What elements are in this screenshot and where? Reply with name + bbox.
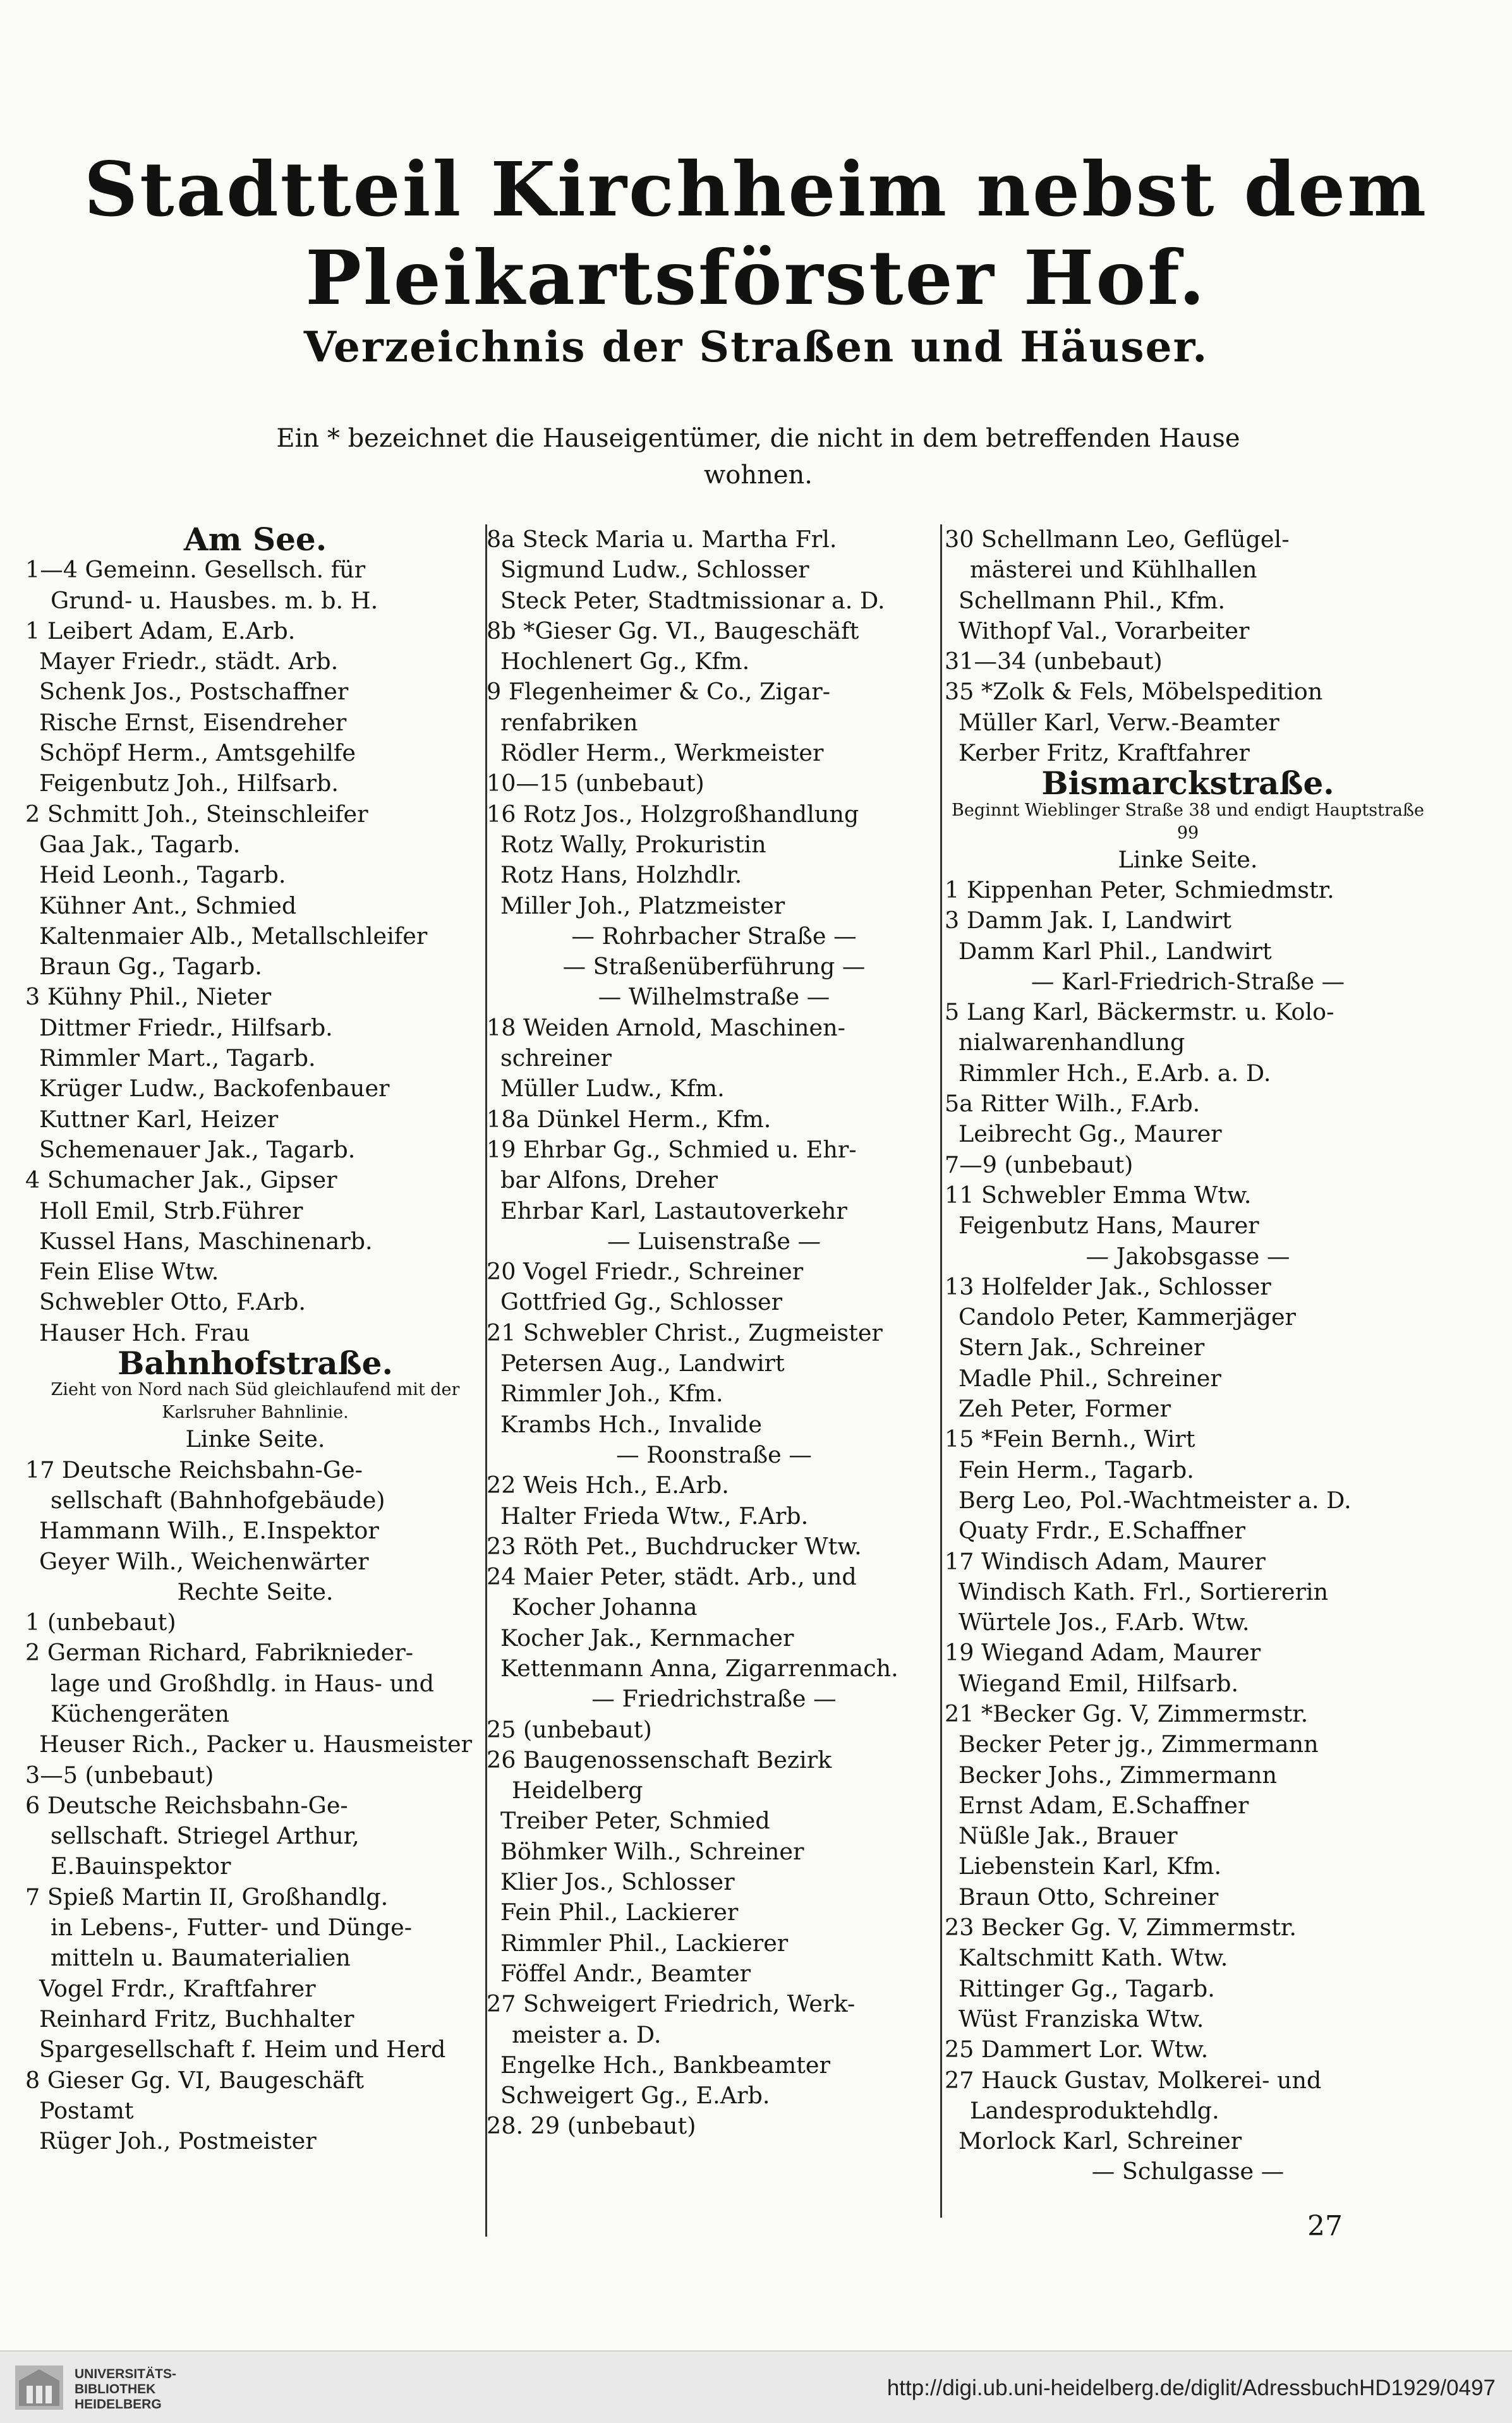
- directory-entry: Rotz Wally, Prokuristin: [500, 830, 766, 858]
- directory-entry: 17 Windisch Adam, Maurer: [945, 1547, 1266, 1575]
- directory-entry: 1 (unbebaut): [25, 1609, 176, 1636]
- directory-entry: Feigenbutz Joh., Hilfsarb.: [39, 770, 339, 797]
- directory-entry: 10—15 (unbebaut): [487, 770, 705, 797]
- directory-entry: 5a Ritter Wilh., F.Arb.: [945, 1090, 1201, 1118]
- directory-entry: 7 Spieß Martin II, Großhandlg.: [25, 1883, 389, 1911]
- directory-entry: Kühner Ant., Schmied: [39, 891, 297, 919]
- directory-entry: 17 Deutsche Reichsbahn-Ge-: [25, 1456, 363, 1483]
- university-seal-icon: [14, 2364, 64, 2411]
- directory-entry: Geyer Wilh., Weichenwärter: [39, 1547, 369, 1575]
- directory-entry: Windisch Kath. Frl., Sortiererin: [959, 1578, 1329, 1605]
- street-description: Beginnt Wieblinger Straße 38 und endigt Hauptstraße 99: [952, 800, 1424, 843]
- directory-entry: Hauser Hch. Frau: [39, 1319, 250, 1346]
- directory-entry: Fein Phil., Lackierer: [500, 1899, 739, 1926]
- directory-entry: Klier Jos., Schlosser: [500, 1868, 735, 1896]
- directory-entry: Treiber Peter, Schmied: [500, 1807, 770, 1835]
- directory-entry: Morlock Karl, Schreiner: [959, 2127, 1242, 2155]
- directory-entry: sellschaft. Striegel Arthur,: [51, 1822, 360, 1850]
- page-title-line1: Stadtteil Kirchheim nebst dem: [83, 145, 1429, 233]
- directory-entry: Miller Joh., Platzmeister: [500, 891, 785, 919]
- directory-entry: Müller Ludw., Kfm.: [500, 1075, 725, 1103]
- directory-entry: Gottfried Gg., Schlosser: [500, 1288, 783, 1316]
- directory-entry: nialwarenhandlung: [959, 1029, 1185, 1056]
- section-marker: Linke Seite.: [1118, 845, 1258, 873]
- directory-entry: 16 Rotz Jos., Holzgroßhandlung: [487, 800, 859, 828]
- directory-entry: Müller Karl, Verw.-Beamter: [959, 708, 1279, 736]
- directory-entry: Vogel Frdr., Kraftfahrer: [39, 1974, 316, 2002]
- directory-entry: 5 Lang Karl, Bäckermstr. u. Kolo-: [945, 998, 1334, 1026]
- directory-entry: Heid Leonh., Tagarb.: [39, 861, 286, 889]
- owner-note: Ein * bezeichnet die Hauseigentümer, die nicht in dem betreffenden Hause wohnen.: [276, 424, 1240, 490]
- directory-entry: 25 (unbebaut): [487, 1715, 652, 1743]
- section-marker: — Luisenstraße —: [607, 1227, 821, 1255]
- directory-entry: Rische Ernst, Eisendreher: [39, 708, 347, 736]
- directory-entry: mästerei und Kühlhallen: [970, 556, 1257, 584]
- directory-entry: meister a. D.: [512, 2021, 662, 2048]
- directory-entry: Heidelberg: [512, 1777, 643, 1804]
- directory-entry: Becker Peter jg., Zimmermann: [959, 1731, 1319, 1758]
- permalink-url[interactable]: http://digi.ub.uni-heidelberg.de/diglit/AdressbuchHD1929/0497: [886, 2376, 1496, 2400]
- directory-entry: Wiegand Emil, Hilfsarb.: [959, 1669, 1239, 1697]
- column-middle: [487, 524, 941, 2256]
- directory-entry: Rotz Hans, Holzhdlr.: [500, 861, 742, 889]
- directory-entry: Braun Gg., Tagarb.: [39, 953, 262, 981]
- directory-entry: 31—34 (unbebaut): [945, 648, 1163, 675]
- directory-entry: 19 Ehrbar Gg., Schmied u. Ehr-: [487, 1135, 857, 1163]
- directory-entry: renfabriken: [500, 708, 638, 736]
- directory-entry: Rimmler Joh., Kfm.: [500, 1380, 723, 1408]
- directory-entry: Zeh Peter, Former: [959, 1395, 1171, 1423]
- directory-entry: Stern Jak., Schreiner: [959, 1334, 1205, 1362]
- section-marker: — Wilhelmstraße —: [598, 983, 830, 1011]
- directory-entry: sellschaft (Bahnhofgebäude): [51, 1486, 385, 1514]
- directory-entry: Holl Emil, Strb.Führer: [39, 1197, 303, 1224]
- library-line3: HEIDELBERG: [75, 2397, 162, 2412]
- directory-entry: Reinhard Fritz, Buchhalter: [39, 2005, 354, 2033]
- directory-entry: 28. 29 (unbebaut): [487, 2112, 696, 2140]
- directory-entry: 20 Vogel Friedr., Schreiner: [487, 1258, 804, 1286]
- column-left: [25, 524, 485, 2256]
- directory-entry: Föffel Andr., Beamter: [500, 1959, 751, 1987]
- directory-entry: Grund- u. Hausbes. m. b. H.: [51, 586, 378, 614]
- directory-entry: Kerber Fritz, Kraftfahrer: [959, 739, 1250, 767]
- directory-entry: E.Bauinspektor: [51, 1852, 231, 1880]
- directory-entry: Wüst Franziska Wtw.: [959, 2005, 1204, 2033]
- directory-entry: Kocher Jak., Kernmacher: [500, 1624, 794, 1652]
- directory-entry: Braun Otto, Schreiner: [959, 1883, 1219, 1911]
- directory-entry: 30 Schellmann Leo, Geflügel-: [945, 526, 1290, 553]
- directory-entry: 1 Leibert Adam, E.Arb.: [25, 617, 296, 644]
- directory-entry: Steck Peter, Stadtmissionar a. D.: [500, 586, 885, 614]
- directory-entry: 8a Steck Maria u. Martha Frl.: [487, 526, 837, 553]
- directory-entry: Dittmer Friedr., Hilfsarb.: [39, 1013, 333, 1041]
- street-description: Zieht von Nord nach Süd gleichlaufend mit der Karlsruher Bahnlinie.: [51, 1380, 460, 1423]
- directory-entry: 13 Holfelder Jak., Schlosser: [945, 1272, 1271, 1300]
- directory-entry: Sigmund Ludw., Schlosser: [500, 556, 809, 584]
- section-marker: — Friedrichstraße —: [591, 1685, 837, 1713]
- directory-entry: schreiner: [500, 1044, 612, 1072]
- page-title-line2: Pleikartsförster Hof.: [305, 234, 1207, 322]
- directory-entry: 8 Gieser Gg. VI, Baugeschäft: [25, 2066, 365, 2094]
- page-number: 27: [1307, 2210, 1343, 2242]
- directory-entry: Damm Karl Phil., Landwirt: [959, 937, 1272, 965]
- directory-entry: 11 Schwebler Emma Wtw.: [945, 1181, 1252, 1209]
- directory-entry: 24 Maier Peter, städt. Arb., und: [487, 1563, 857, 1591]
- directory-entry: Schellmann Phil., Kfm.: [959, 586, 1226, 614]
- street-heading: Am See.: [183, 524, 327, 555]
- directory-entry: Schwebler Otto, F.Arb.: [39, 1288, 306, 1316]
- column-divider-2: [940, 524, 942, 2218]
- directory-entry: Kettenmann Anna, Zigarrenmach.: [500, 1654, 898, 1682]
- directory-entry: Becker Johs., Zimmermann: [959, 1761, 1277, 1789]
- directory-entry: Kocher Johanna: [512, 1593, 698, 1621]
- library-line2: BIBLIOTHEK: [75, 2382, 156, 2396]
- directory-entry: Kaltschmitt Kath. Wtw.: [959, 1944, 1228, 1972]
- directory-entry: 19 Wiegand Adam, Maurer: [945, 1639, 1261, 1667]
- directory-entry: Rimmler Hch., E.Arb. a. D.: [959, 1059, 1271, 1087]
- directory-entry: Heuser Rich., Packer u. Hausmeister: [39, 1731, 472, 1758]
- library-name: [75, 2367, 176, 2412]
- directory-entry: Mayer Friedr., städt. Arb.: [39, 648, 339, 675]
- directory-entry: 27 Schweigert Friedrich, Werk-: [487, 1990, 856, 2018]
- directory-entry: 21 Schwebler Christ., Zugmeister: [487, 1319, 883, 1346]
- directory-entry: 4 Schumacher Jak., Gipser: [25, 1166, 337, 1194]
- directory-entry: Candolo Peter, Kammerjäger: [959, 1303, 1297, 1331]
- directory-entry: lage und Großhdlg. in Haus- und: [51, 1669, 434, 1697]
- directory-entry: Leibrecht Gg., Maurer: [959, 1120, 1222, 1148]
- directory-entry: Böhmker Wilh., Schreiner: [500, 1837, 804, 1865]
- directory-entry: Ernst Adam, E.Schaffner: [959, 1791, 1249, 1819]
- street-heading: Bahnhofstraße.: [118, 1348, 393, 1379]
- directory-entry: Fein Herm., Tagarb.: [959, 1456, 1194, 1483]
- directory-entry: 3—5 (unbebaut): [25, 1761, 214, 1789]
- directory-entry: 26 Baugenossenschaft Bezirk: [487, 1746, 832, 1773]
- directory-entry: 6 Deutsche Reichsbahn-Ge-: [25, 1791, 348, 1819]
- directory-entry: Rödler Herm., Werkmeister: [500, 739, 824, 767]
- directory-entry: 18 Weiden Arnold, Maschinen-: [487, 1013, 845, 1041]
- directory-entry: Schöpf Herm., Amtsgehilfe: [39, 739, 356, 767]
- directory-entry: bar Alfons, Dreher: [500, 1166, 718, 1194]
- section-marker: — Schulgasse —: [1091, 2158, 1285, 2185]
- directory-entry: 18a Dünkel Herm., Kfm.: [487, 1105, 771, 1133]
- directory-entry: 15 *Fein Bernh., Wirt: [945, 1425, 1195, 1453]
- directory-entry: Würtele Jos., F.Arb. Wtw.: [959, 1609, 1250, 1636]
- directory-entry: Ehrbar Karl, Lastautoverkehr: [500, 1197, 847, 1224]
- directory-entry: Rittinger Gg., Tagarb.: [959, 1974, 1215, 2002]
- directory-entry: 8b *Gieser Gg. VI., Baugeschäft: [487, 617, 859, 644]
- directory-entry: Berg Leo, Pol.-Wachtmeister a. D.: [959, 1486, 1352, 1514]
- page-subtitle: Verzeichnis der Straßen und Häuser.: [303, 322, 1209, 372]
- directory-entry: Rimmler Phil., Lackierer: [500, 1929, 789, 1957]
- directory-entry: Petersen Aug., Landwirt: [500, 1350, 785, 1377]
- directory-entry: Hammann Wilh., E.Inspektor: [39, 1517, 379, 1545]
- directory-entry: Feigenbutz Hans, Maurer: [959, 1212, 1259, 1240]
- directory-entry: Postamt: [39, 2096, 134, 2124]
- section-marker: — Jakobsgasse —: [1086, 1242, 1290, 1270]
- directory-entry: 2 German Richard, Fabriknieder-: [25, 1639, 414, 1667]
- section-marker: Linke Seite.: [185, 1425, 325, 1453]
- column-right: [945, 524, 1431, 2256]
- directory-entry: Fein Elise Wtw.: [39, 1258, 219, 1286]
- directory-entry: 35 *Zolk & Fels, Möbelspedition: [945, 678, 1323, 706]
- directory-entry: 25 Dammert Lor. Wtw.: [945, 2036, 1209, 2063]
- section-marker: — Roonstraße —: [616, 1441, 812, 1468]
- directory-entry: 3 Kühny Phil., Nieter: [25, 983, 272, 1011]
- library-line1: UNIVERSITÄTS-: [75, 2367, 177, 2381]
- section-marker: — Karl-Friedrich-Straße —: [1031, 967, 1345, 995]
- street-heading: Bismarckstraße.: [1041, 768, 1334, 799]
- directory-entry: Madle Phil., Schreiner: [959, 1364, 1221, 1392]
- directory-entry: Kaltenmaier Alb., Metallschleifer: [39, 922, 428, 950]
- directory-entry: Gaa Jak., Tagarb.: [39, 830, 241, 858]
- directory-entry: mitteln u. Baumaterialien: [51, 1944, 351, 1972]
- directory-entry: Spargesellschaft f. Heim und Herd: [39, 2036, 446, 2063]
- directory-entry: 9 Flegenheimer & Co., Zigar-: [487, 678, 831, 706]
- directory-entry: 1 Kippenhan Peter, Schmiedmstr.: [945, 876, 1334, 903]
- directory-entry: in Lebens-, Futter- und Dünge-: [51, 1914, 413, 1942]
- directory-entry: 23 Röth Pet., Buchdrucker Wtw.: [487, 1532, 862, 1560]
- section-marker: — Straßenüberführung —: [562, 953, 866, 981]
- directory-entry: 7—9 (unbebaut): [945, 1151, 1134, 1178]
- directory-entry: Schweigert Gg., E.Arb.: [500, 2082, 770, 2110]
- directory-entry: Engelke Hch., Bankbeamter: [500, 2051, 830, 2079]
- directory-entry: Rimmler Mart., Tagarb.: [39, 1044, 316, 1072]
- directory-entry: Kussel Hans, Maschinenarb.: [39, 1227, 373, 1255]
- directory-entry: Quaty Frdr., E.Schaffner: [959, 1517, 1245, 1545]
- directory-entry: Liebenstein Karl, Kfm.: [959, 1852, 1222, 1880]
- directory-entry: Küchengeräten: [51, 1700, 229, 1727]
- section-marker: Rechte Seite.: [177, 1578, 334, 1605]
- directory-entry: Krambs Hch., Invalide: [500, 1410, 762, 1438]
- directory-entry: Halter Frieda Wtw., F.Arb.: [500, 1502, 809, 1530]
- directory-entry: 22 Weis Hch., E.Arb.: [487, 1471, 729, 1499]
- directory-entry: 21 *Becker Gg. V, Zimmermstr.: [945, 1700, 1309, 1727]
- directory-entry: Rüger Joh., Postmeister: [39, 2127, 317, 2155]
- directory-entry: Withopf Val., Vorarbeiter: [959, 617, 1250, 644]
- directory-entry: 1—4 Gemeinn. Gesellsch. für: [25, 556, 366, 584]
- directory-entry: Schemenauer Jak., Tagarb.: [39, 1135, 356, 1163]
- directory-entry: 3 Damm Jak. I, Landwirt: [945, 907, 1231, 934]
- directory-entry: 2 Schmitt Joh., Steinschleifer: [25, 800, 368, 828]
- directory-entry: 27 Hauck Gustav, Molkerei- und: [945, 2066, 1322, 2094]
- directory-entry: Schenk Jos., Postschaffner: [39, 678, 349, 706]
- directory-entry: Nüßle Jak., Brauer: [959, 1822, 1178, 1850]
- directory-entry: Landesproduktehdlg.: [970, 2096, 1219, 2124]
- directory-entry: 23 Becker Gg. V, Zimmermstr.: [945, 1914, 1297, 1942]
- section-marker: — Rohrbacher Straße —: [571, 922, 857, 950]
- directory-entry: Hochlenert Gg., Kfm.: [500, 648, 750, 675]
- viewer-footer: [0, 2350, 1512, 2423]
- directory-entry: Kuttner Karl, Heizer: [39, 1105, 279, 1133]
- directory-entry: Krüger Ludw., Backofenbauer: [39, 1075, 390, 1103]
